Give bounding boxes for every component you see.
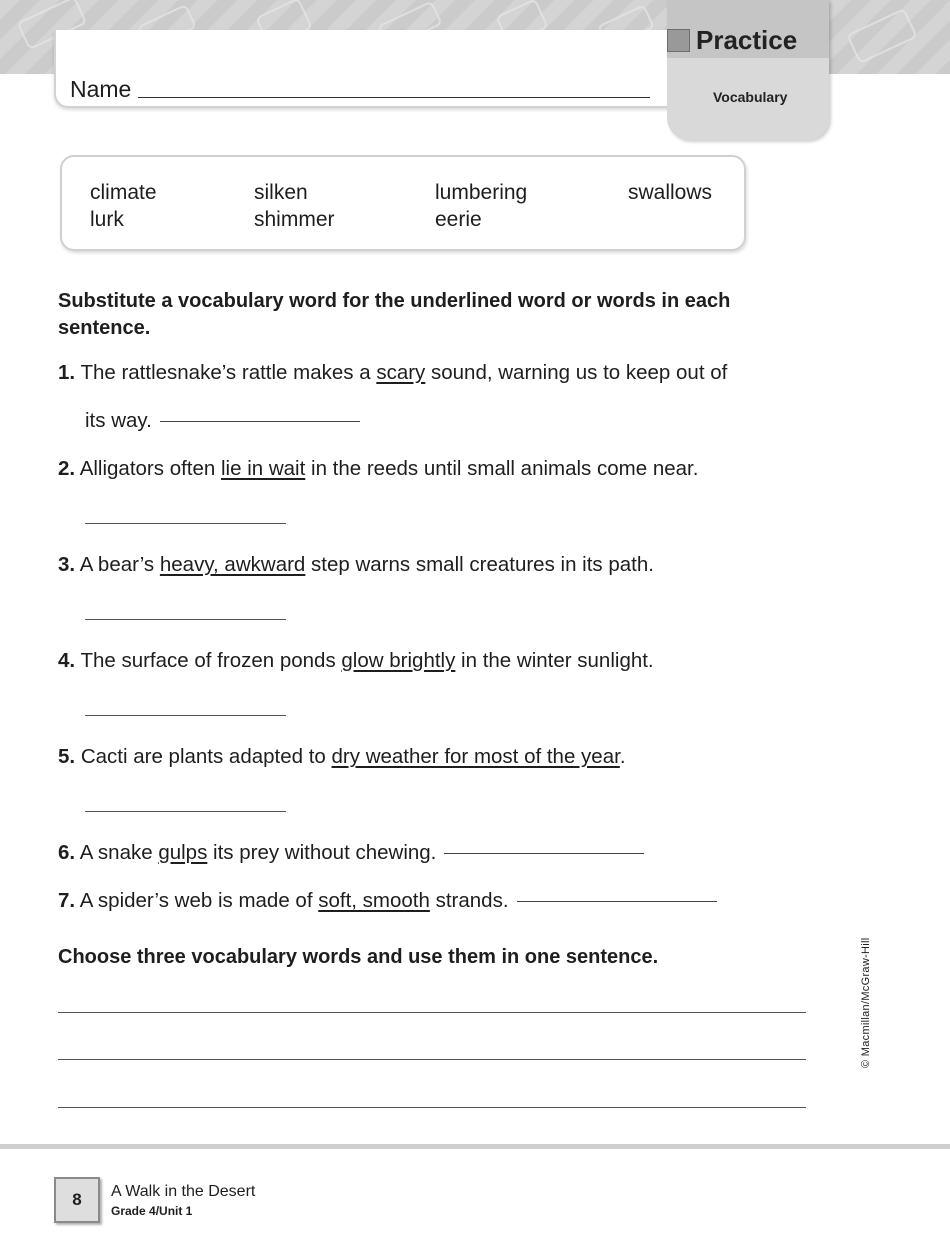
question-text: Cacti are plants adapted to bbox=[80, 745, 332, 768]
question-text: in the reeds until small animals come near. bbox=[305, 457, 699, 480]
practice-label: Practice bbox=[696, 25, 798, 55]
underlined-phrase: lie in wait bbox=[221, 457, 306, 480]
answer-blank[interactable] bbox=[85, 523, 286, 524]
answer-blank[interactable] bbox=[85, 811, 286, 812]
question-number: 5. bbox=[58, 745, 76, 768]
name-label: Name bbox=[70, 76, 132, 102]
question-1 bbox=[58, 361, 727, 385]
question-2 bbox=[58, 457, 698, 481]
question-number: 3. bbox=[58, 553, 76, 576]
underlined-phrase: scary bbox=[376, 361, 426, 384]
question-text: . bbox=[619, 745, 626, 768]
name-input-line[interactable] bbox=[138, 97, 650, 98]
word-bank-item: eerie bbox=[435, 208, 482, 231]
underlined-phrase: heavy, awkward bbox=[159, 553, 306, 576]
question-number: 4. bbox=[58, 649, 76, 672]
grade-unit: Grade 4/Unit 1 bbox=[111, 1204, 193, 1218]
underlined-phrase: soft, smooth bbox=[318, 889, 430, 912]
question-6 bbox=[58, 841, 644, 865]
underlined-phrase: glow brightly bbox=[341, 649, 456, 672]
sentence-writing-line[interactable] bbox=[58, 1012, 806, 1013]
section-label: Vocabulary bbox=[713, 89, 788, 105]
question-4 bbox=[58, 649, 654, 673]
choose-three-instructions: Choose three vocabulary words and use them in one sentence. bbox=[58, 946, 659, 968]
word-bank-item: swallows bbox=[628, 181, 713, 204]
question-text: A snake bbox=[79, 841, 159, 864]
word-bank-item: climate bbox=[90, 181, 157, 204]
question-number: 1. bbox=[58, 361, 76, 384]
answer-blank[interactable] bbox=[85, 715, 286, 716]
question-1-continuation bbox=[85, 409, 360, 433]
question-3 bbox=[58, 553, 654, 577]
underlined-phrase: gulps bbox=[158, 841, 208, 864]
question-text: Alligators often bbox=[79, 457, 221, 480]
question-text: The rattlesnake’s rattle makes a bbox=[80, 361, 377, 384]
question-text: sound, warning us to keep out of bbox=[425, 361, 728, 384]
footer-divider bbox=[0, 1144, 950, 1149]
question-text: its prey without chewing. bbox=[207, 841, 437, 864]
answer-blank[interactable] bbox=[85, 619, 286, 620]
question-number: 6. bbox=[58, 841, 76, 864]
word-bank-item: lurk bbox=[90, 208, 124, 231]
story-title: A Walk in the Desert bbox=[111, 1183, 256, 1200]
copyright-notice: © Macmillan/McGraw-Hill bbox=[860, 937, 872, 1068]
substitute-instructions: Substitute a vocabulary word for the underlined word or words in each sentence. bbox=[58, 290, 731, 339]
question-text: The surface of frozen ponds bbox=[80, 649, 342, 672]
answer-blank[interactable] bbox=[160, 421, 360, 422]
question-text: A bear’s bbox=[79, 553, 160, 576]
question-text: in the winter sunlight. bbox=[455, 649, 654, 672]
question-text: its way. bbox=[85, 409, 152, 432]
practice-square-icon bbox=[667, 29, 690, 52]
answer-blank[interactable] bbox=[517, 901, 717, 902]
answer-blank[interactable] bbox=[444, 853, 644, 854]
question-number: 7. bbox=[58, 889, 76, 912]
practice-tab bbox=[667, 0, 829, 140]
sentence-writing-line[interactable] bbox=[58, 1107, 806, 1108]
word-bank-item: lumbering bbox=[435, 181, 528, 204]
question-text: step warns small creatures in its path. bbox=[305, 553, 654, 576]
underlined-phrase: dry weather for most of the year bbox=[331, 745, 620, 768]
word-bank-item: silken bbox=[254, 181, 308, 204]
question-7 bbox=[58, 889, 717, 913]
question-5 bbox=[58, 745, 626, 769]
word-bank-item: shimmer bbox=[254, 208, 335, 231]
question-text: A spider’s web is made of bbox=[79, 889, 319, 912]
question-number: 2. bbox=[58, 457, 76, 480]
page-number: 8 bbox=[54, 1177, 100, 1223]
question-text: strands. bbox=[429, 889, 509, 912]
crayon-doodle-icon bbox=[846, 8, 918, 64]
sentence-writing-line[interactable] bbox=[58, 1059, 806, 1060]
